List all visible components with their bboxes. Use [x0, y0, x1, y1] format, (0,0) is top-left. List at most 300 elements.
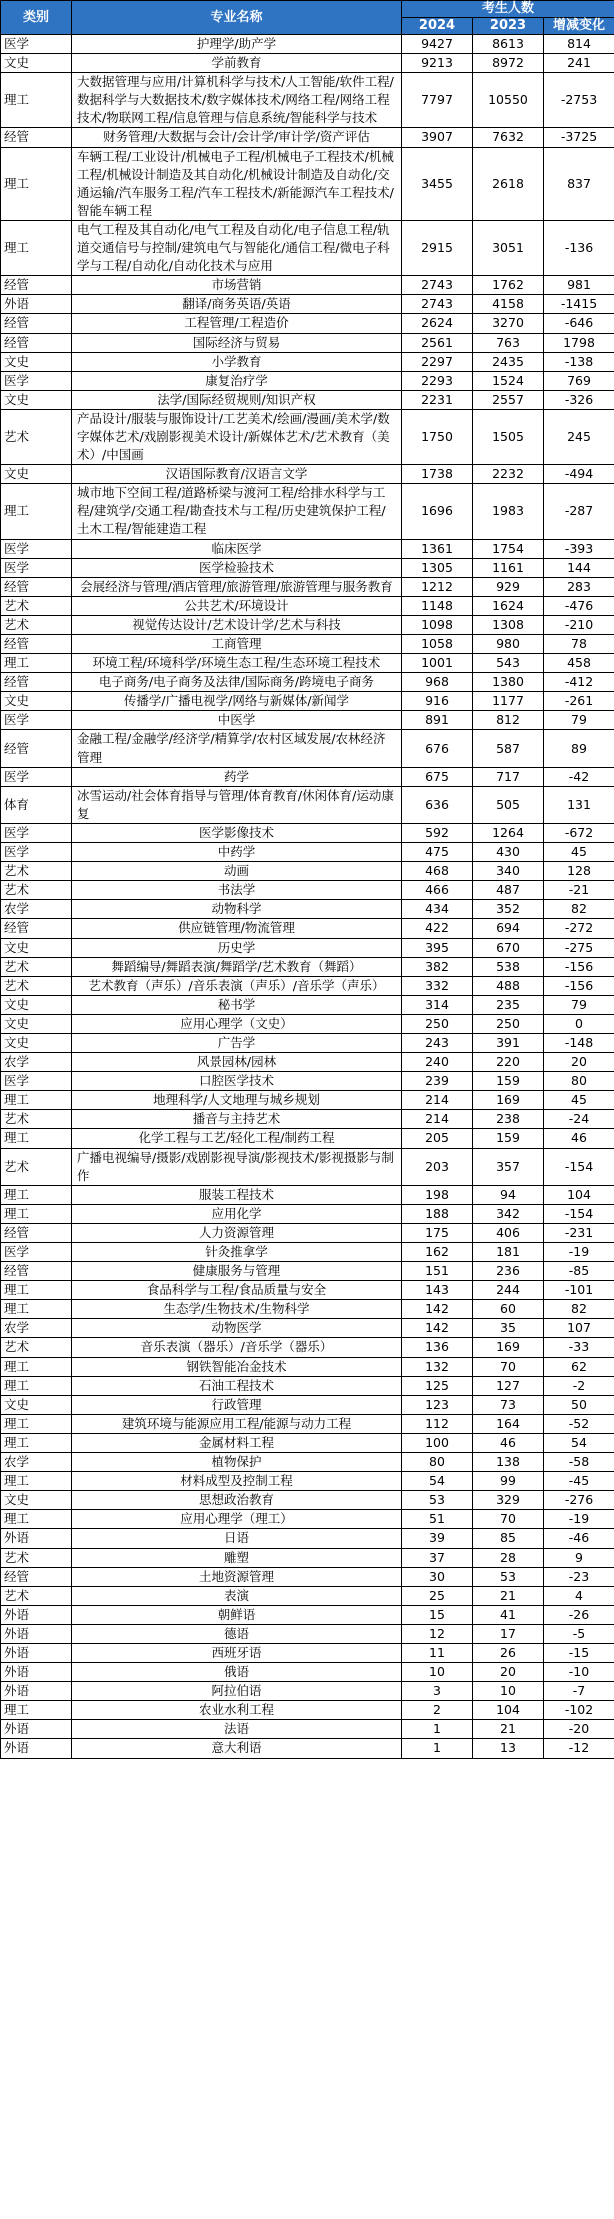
count-2024-cell: 136 — [402, 1338, 473, 1357]
category-cell: 外语 — [1, 1720, 72, 1739]
category-cell: 艺术 — [1, 409, 72, 464]
count-2024-cell: 1058 — [402, 635, 473, 654]
table-row — [1, 823, 614, 842]
table-row — [1, 1567, 614, 1586]
table-row — [1, 1720, 614, 1739]
count-2023-cell: 70 — [473, 1510, 544, 1529]
major-cell: 康复治疗学 — [72, 371, 402, 390]
table-row — [1, 539, 614, 558]
count-2023-cell: 406 — [473, 1223, 544, 1242]
category-cell: 文史 — [1, 1395, 72, 1414]
count-2023-cell: 1762 — [473, 276, 544, 295]
count-2024-cell: 2743 — [402, 295, 473, 314]
major-cell: 书法学 — [72, 881, 402, 900]
count-2023-cell: 4158 — [473, 295, 544, 314]
major-cell: 针灸推拿学 — [72, 1243, 402, 1262]
table-row — [1, 615, 614, 634]
count-2024-cell: 80 — [402, 1453, 473, 1472]
change-cell: -7 — [544, 1682, 614, 1701]
count-2023-cell: 340 — [473, 862, 544, 881]
table-row — [1, 1529, 614, 1548]
count-2023-cell: 1983 — [473, 484, 544, 539]
count-2023-cell: 342 — [473, 1204, 544, 1223]
count-2023-cell: 10 — [473, 1682, 544, 1701]
category-cell: 农学 — [1, 1319, 72, 1338]
major-cell: 市场营销 — [72, 276, 402, 295]
count-2024-cell: 243 — [402, 1033, 473, 1052]
table-row — [1, 673, 614, 692]
category-cell: 外语 — [1, 1624, 72, 1643]
table-row — [1, 1243, 614, 1262]
category-cell: 理工 — [1, 220, 72, 275]
table-row — [1, 1682, 614, 1701]
major-cell: 中药学 — [72, 843, 402, 862]
category-cell: 外语 — [1, 295, 72, 314]
major-cell: 视觉传达设计/艺术设计学/艺术与科技 — [72, 615, 402, 634]
count-2024-cell: 12 — [402, 1624, 473, 1643]
count-2024-cell: 968 — [402, 673, 473, 692]
major-cell: 工程管理/工程造价 — [72, 314, 402, 333]
table-row — [1, 1053, 614, 1072]
change-cell: 107 — [544, 1319, 614, 1338]
major-cell: 动物科学 — [72, 900, 402, 919]
table-row — [1, 635, 614, 654]
major-cell: 阿拉伯语 — [72, 1682, 402, 1701]
major-cell: 会展经济与管理/酒店管理/旅游管理/旅游管理与服务教育 — [72, 577, 402, 596]
major-cell: 表演 — [72, 1586, 402, 1605]
category-cell: 外语 — [1, 1739, 72, 1758]
category-cell: 艺术 — [1, 1148, 72, 1185]
count-2023-cell: 13 — [473, 1739, 544, 1758]
count-2023-cell: 430 — [473, 843, 544, 862]
count-2024-cell: 2297 — [402, 352, 473, 371]
header-change: 增减变化 — [544, 18, 614, 35]
major-cell: 日语 — [72, 1529, 402, 1548]
major-cell: 中医学 — [72, 711, 402, 730]
count-2023-cell: 159 — [473, 1129, 544, 1148]
count-2024-cell: 2743 — [402, 276, 473, 295]
category-cell: 文史 — [1, 465, 72, 484]
count-2023-cell: 26 — [473, 1643, 544, 1662]
category-cell: 农学 — [1, 1053, 72, 1072]
count-2023-cell: 980 — [473, 635, 544, 654]
category-cell: 经管 — [1, 577, 72, 596]
count-2024-cell: 3455 — [402, 147, 473, 220]
table-row — [1, 409, 614, 464]
major-cell: 应用心理学（理工） — [72, 1510, 402, 1529]
change-cell: 45 — [544, 1091, 614, 1110]
major-cell: 健康服务与管理 — [72, 1262, 402, 1281]
count-2023-cell: 3051 — [473, 220, 544, 275]
count-2024-cell: 2 — [402, 1701, 473, 1720]
category-cell: 文史 — [1, 1014, 72, 1033]
count-2023-cell: 329 — [473, 1491, 544, 1510]
count-2024-cell: 382 — [402, 957, 473, 976]
major-cell: 动物医学 — [72, 1319, 402, 1338]
major-cell: 秘书学 — [72, 995, 402, 1014]
header-applicant-count: 考生人数 — [402, 1, 614, 18]
count-2023-cell: 104 — [473, 1701, 544, 1720]
category-cell: 理工 — [1, 1300, 72, 1319]
count-2024-cell: 466 — [402, 881, 473, 900]
count-2023-cell: 235 — [473, 995, 544, 1014]
major-cell: 土地资源管理 — [72, 1567, 402, 1586]
change-cell: -23 — [544, 1567, 614, 1586]
table-row — [1, 390, 614, 409]
major-cell: 播音与主持艺术 — [72, 1110, 402, 1129]
table-row — [1, 371, 614, 390]
category-cell: 外语 — [1, 1682, 72, 1701]
change-cell: -154 — [544, 1148, 614, 1185]
count-2024-cell: 1098 — [402, 615, 473, 634]
table-row — [1, 1148, 614, 1185]
table-row — [1, 1663, 614, 1682]
table-row — [1, 465, 614, 484]
category-cell: 文史 — [1, 692, 72, 711]
count-2023-cell: 250 — [473, 1014, 544, 1033]
table-row — [1, 1643, 614, 1662]
major-cell: 地理科学/人文地理与城乡规划 — [72, 1091, 402, 1110]
table-row — [1, 692, 614, 711]
major-cell: 农业水利工程 — [72, 1701, 402, 1720]
category-cell: 农学 — [1, 900, 72, 919]
category-cell: 理工 — [1, 1414, 72, 1433]
change-cell: 20 — [544, 1053, 614, 1072]
major-cell: 临床医学 — [72, 539, 402, 558]
table-row — [1, 1376, 614, 1395]
category-cell: 外语 — [1, 1663, 72, 1682]
count-2023-cell: 236 — [473, 1262, 544, 1281]
major-cell: 大数据管理与应用/计算机科学与技术/人工智能/软件工程/数据科学与大数据技术/数字媒体技术/网络工程/网络工程技术/物联网工程/信息管理与信息系统/智能科学与技术 — [72, 73, 402, 128]
major-cell: 服装工程技术 — [72, 1185, 402, 1204]
count-2023-cell: 1380 — [473, 673, 544, 692]
table-row — [1, 1204, 614, 1223]
count-2024-cell: 7797 — [402, 73, 473, 128]
count-2023-cell: 8613 — [473, 35, 544, 54]
change-cell: -19 — [544, 1510, 614, 1529]
count-2024-cell: 25 — [402, 1586, 473, 1605]
change-cell: 0 — [544, 1014, 614, 1033]
category-cell: 理工 — [1, 1376, 72, 1395]
change-cell: -476 — [544, 596, 614, 615]
change-cell: -276 — [544, 1491, 614, 1510]
count-2024-cell: 198 — [402, 1185, 473, 1204]
major-cell: 材料成型及控制工程 — [72, 1472, 402, 1491]
table-row — [1, 1701, 614, 1720]
count-2023-cell: 587 — [473, 730, 544, 767]
major-cell: 公共艺术/环境设计 — [72, 596, 402, 615]
change-cell: -210 — [544, 615, 614, 634]
table-row — [1, 1453, 614, 1472]
category-cell: 经管 — [1, 730, 72, 767]
major-cell: 朝鲜语 — [72, 1605, 402, 1624]
count-2023-cell: 717 — [473, 767, 544, 786]
change-cell: 82 — [544, 900, 614, 919]
count-2024-cell: 30 — [402, 1567, 473, 1586]
count-2024-cell: 123 — [402, 1395, 473, 1414]
change-cell: 837 — [544, 147, 614, 220]
count-2024-cell: 214 — [402, 1091, 473, 1110]
count-2024-cell: 675 — [402, 767, 473, 786]
count-2023-cell: 694 — [473, 919, 544, 938]
count-2023-cell: 357 — [473, 1148, 544, 1185]
count-2024-cell: 143 — [402, 1281, 473, 1300]
change-cell: -3725 — [544, 128, 614, 147]
change-cell: 50 — [544, 1395, 614, 1414]
count-2023-cell: 352 — [473, 900, 544, 919]
count-2024-cell: 434 — [402, 900, 473, 919]
major-cell: 音乐表演（器乐）/音乐学（器乐） — [72, 1338, 402, 1357]
table-row — [1, 938, 614, 957]
change-cell: 981 — [544, 276, 614, 295]
count-2024-cell: 205 — [402, 1129, 473, 1148]
count-2023-cell: 2232 — [473, 465, 544, 484]
table-row — [1, 957, 614, 976]
count-2023-cell: 60 — [473, 1300, 544, 1319]
table-row — [1, 1605, 614, 1624]
count-2023-cell: 220 — [473, 1053, 544, 1072]
table-row — [1, 314, 614, 333]
major-cell: 俄语 — [72, 1663, 402, 1682]
count-2024-cell: 142 — [402, 1300, 473, 1319]
table-header — [1, 1, 614, 35]
count-2024-cell: 39 — [402, 1529, 473, 1548]
count-2023-cell: 488 — [473, 976, 544, 995]
count-2024-cell: 112 — [402, 1414, 473, 1433]
count-2023-cell: 181 — [473, 1243, 544, 1262]
table-row — [1, 1414, 614, 1433]
table-row — [1, 73, 614, 128]
count-2024-cell: 422 — [402, 919, 473, 938]
change-cell: -231 — [544, 1223, 614, 1242]
change-cell: 45 — [544, 843, 614, 862]
count-2023-cell: 17 — [473, 1624, 544, 1643]
major-cell: 产品设计/服装与服饰设计/工艺美术/绘画/漫画/美术学/数字媒体艺术/戏剧影视美术设计/新媒体艺术/艺术教育（美术）/中国画 — [72, 409, 402, 464]
count-2023-cell: 7632 — [473, 128, 544, 147]
change-cell: 79 — [544, 995, 614, 1014]
category-cell: 文史 — [1, 1491, 72, 1510]
count-2024-cell: 332 — [402, 976, 473, 995]
change-cell: -393 — [544, 539, 614, 558]
change-cell: -156 — [544, 957, 614, 976]
table-row — [1, 862, 614, 881]
change-cell: -275 — [544, 938, 614, 957]
change-cell: -12 — [544, 1739, 614, 1758]
major-cell: 医学影像技术 — [72, 823, 402, 842]
major-cell: 应用心理学（文史） — [72, 1014, 402, 1033]
change-cell: -15 — [544, 1643, 614, 1662]
change-cell: 283 — [544, 577, 614, 596]
count-2023-cell: 1754 — [473, 539, 544, 558]
table-row — [1, 1072, 614, 1091]
change-cell: -58 — [544, 1453, 614, 1472]
table-row — [1, 1491, 614, 1510]
major-cell: 供应链管理/物流管理 — [72, 919, 402, 938]
count-2024-cell: 9427 — [402, 35, 473, 54]
count-2023-cell: 1308 — [473, 615, 544, 634]
count-2024-cell: 53 — [402, 1491, 473, 1510]
count-2023-cell: 1161 — [473, 558, 544, 577]
count-2024-cell: 916 — [402, 692, 473, 711]
count-2024-cell: 468 — [402, 862, 473, 881]
count-2024-cell: 250 — [402, 1014, 473, 1033]
count-2023-cell: 763 — [473, 333, 544, 352]
count-2024-cell: 100 — [402, 1433, 473, 1452]
count-2024-cell: 15 — [402, 1605, 473, 1624]
count-2024-cell: 1361 — [402, 539, 473, 558]
count-2023-cell: 1505 — [473, 409, 544, 464]
table-row — [1, 1433, 614, 1452]
change-cell: -2 — [544, 1376, 614, 1395]
table-row — [1, 1319, 614, 1338]
table-row — [1, 1091, 614, 1110]
major-cell: 财务管理/大数据与会计/会计学/审计学/资产评估 — [72, 128, 402, 147]
count-2023-cell: 73 — [473, 1395, 544, 1414]
table-row — [1, 1185, 614, 1204]
category-cell: 医学 — [1, 843, 72, 862]
count-2024-cell: 1 — [402, 1739, 473, 1758]
count-2024-cell: 142 — [402, 1319, 473, 1338]
category-cell: 艺术 — [1, 1338, 72, 1357]
table-row — [1, 1300, 614, 1319]
major-cell: 小学教育 — [72, 352, 402, 371]
table-row — [1, 1110, 614, 1129]
change-cell: 54 — [544, 1433, 614, 1452]
category-cell: 医学 — [1, 558, 72, 577]
major-cell: 舞蹈编导/舞蹈表演/舞蹈学/艺术教育（舞蹈） — [72, 957, 402, 976]
count-2023-cell: 138 — [473, 1453, 544, 1472]
table-row — [1, 596, 614, 615]
category-cell: 理工 — [1, 1357, 72, 1376]
major-cell: 冰雪运动/社会体育指导与管理/体育教育/休闲体育/运动康复 — [72, 786, 402, 823]
category-cell: 经管 — [1, 333, 72, 352]
count-2024-cell: 37 — [402, 1548, 473, 1567]
category-cell: 医学 — [1, 711, 72, 730]
change-cell: 46 — [544, 1129, 614, 1148]
table-row — [1, 1472, 614, 1491]
count-2023-cell: 2618 — [473, 147, 544, 220]
count-2024-cell: 2561 — [402, 333, 473, 352]
count-2024-cell: 132 — [402, 1357, 473, 1376]
header-year-2024: 2024 — [402, 18, 473, 35]
change-cell: -85 — [544, 1262, 614, 1281]
change-cell: -138 — [544, 352, 614, 371]
table-row — [1, 484, 614, 539]
category-cell: 理工 — [1, 1472, 72, 1491]
category-cell: 艺术 — [1, 881, 72, 900]
count-2024-cell: 214 — [402, 1110, 473, 1129]
change-cell: -42 — [544, 767, 614, 786]
category-cell: 医学 — [1, 371, 72, 390]
major-cell: 行政管理 — [72, 1395, 402, 1414]
count-2024-cell: 1212 — [402, 577, 473, 596]
count-2024-cell: 676 — [402, 730, 473, 767]
count-2023-cell: 238 — [473, 1110, 544, 1129]
table-row — [1, 881, 614, 900]
count-2023-cell: 159 — [473, 1072, 544, 1091]
table-row — [1, 654, 614, 673]
count-2024-cell: 151 — [402, 1262, 473, 1281]
category-cell: 艺术 — [1, 615, 72, 634]
change-cell: 814 — [544, 35, 614, 54]
table-row — [1, 1281, 614, 1300]
major-cell: 应用化学 — [72, 1204, 402, 1223]
category-cell: 体育 — [1, 786, 72, 823]
change-cell: 104 — [544, 1185, 614, 1204]
change-cell: -5 — [544, 1624, 614, 1643]
category-cell: 医学 — [1, 1072, 72, 1091]
count-2024-cell: 314 — [402, 995, 473, 1014]
major-cell: 雕塑 — [72, 1548, 402, 1567]
category-cell: 艺术 — [1, 976, 72, 995]
count-2024-cell: 1738 — [402, 465, 473, 484]
category-cell: 外语 — [1, 1605, 72, 1624]
major-cell: 思想政治教育 — [72, 1491, 402, 1510]
category-cell: 理工 — [1, 1204, 72, 1223]
category-cell: 理工 — [1, 1510, 72, 1529]
change-cell: 128 — [544, 862, 614, 881]
category-cell: 艺术 — [1, 1110, 72, 1129]
change-cell: -102 — [544, 1701, 614, 1720]
change-cell: -136 — [544, 220, 614, 275]
count-2024-cell: 2293 — [402, 371, 473, 390]
category-cell: 理工 — [1, 1701, 72, 1720]
category-cell: 文史 — [1, 938, 72, 957]
category-cell: 理工 — [1, 1281, 72, 1300]
count-2024-cell: 162 — [402, 1243, 473, 1262]
count-2023-cell: 99 — [473, 1472, 544, 1491]
change-cell: -46 — [544, 1529, 614, 1548]
major-cell: 金属材料工程 — [72, 1433, 402, 1452]
table-row — [1, 276, 614, 295]
count-2024-cell: 636 — [402, 786, 473, 823]
count-2024-cell: 240 — [402, 1053, 473, 1072]
major-cell: 动画 — [72, 862, 402, 881]
category-cell: 经管 — [1, 314, 72, 333]
category-cell: 理工 — [1, 1433, 72, 1452]
table-row — [1, 786, 614, 823]
count-2023-cell: 670 — [473, 938, 544, 957]
header-year-2023: 2023 — [473, 18, 544, 35]
table-row — [1, 919, 614, 938]
major-cell: 电子商务/电子商务及法律/国际商务/跨境电子商务 — [72, 673, 402, 692]
table-row — [1, 577, 614, 596]
count-2023-cell: 543 — [473, 654, 544, 673]
change-cell: -1415 — [544, 295, 614, 314]
table-row — [1, 333, 614, 352]
table-row — [1, 1014, 614, 1033]
major-cell: 建筑环境与能源应用工程/能源与动力工程 — [72, 1414, 402, 1433]
category-cell: 文史 — [1, 54, 72, 73]
change-cell: -326 — [544, 390, 614, 409]
table-row — [1, 995, 614, 1014]
count-2023-cell: 41 — [473, 1605, 544, 1624]
change-cell: -26 — [544, 1605, 614, 1624]
change-cell: -148 — [544, 1033, 614, 1052]
category-cell: 艺术 — [1, 957, 72, 976]
count-2023-cell: 929 — [473, 577, 544, 596]
major-cell: 德语 — [72, 1624, 402, 1643]
count-2024-cell: 2915 — [402, 220, 473, 275]
category-cell: 经管 — [1, 276, 72, 295]
change-cell: 144 — [544, 558, 614, 577]
count-2024-cell: 1305 — [402, 558, 473, 577]
category-cell: 文史 — [1, 1033, 72, 1052]
count-2024-cell: 1 — [402, 1720, 473, 1739]
major-cell: 汉语国际教育/汉语言文学 — [72, 465, 402, 484]
table-row — [1, 1129, 614, 1148]
table-row — [1, 1586, 614, 1605]
